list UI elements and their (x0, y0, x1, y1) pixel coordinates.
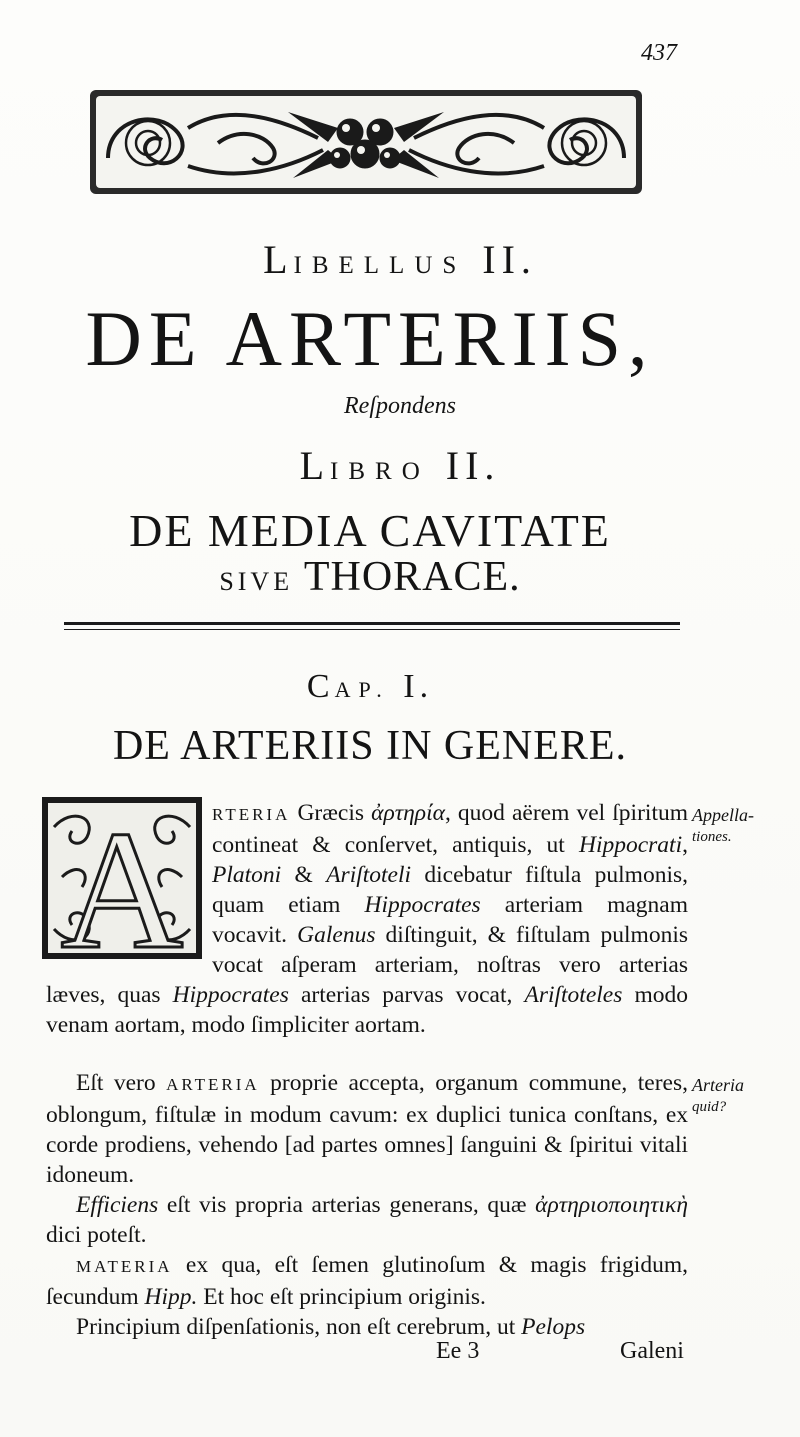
p1-text-i: modo venam aortam, modo ſimpliciter aortam. (46, 982, 688, 1038)
ornamental-headpiece (88, 88, 644, 196)
p1-text-b: , quod aërem vel ſpiritum contineat & conſervet, antiquis, ut (212, 800, 688, 858)
p1-aristoteles: Ariſtoteles (524, 982, 623, 1008)
libro-rest: IBRO (330, 458, 430, 485)
signature-mark: Ee 3 (436, 1338, 480, 1364)
p2-arteria: ARTERIA (166, 1075, 260, 1094)
marg-1-line-2: tiones. (692, 829, 732, 845)
paragraph-4 (46, 1250, 688, 1312)
p4-text-b: Et hoc eſt principium originis. (197, 1284, 486, 1310)
p1-text-d: & (281, 862, 327, 888)
initial-letter: A (60, 797, 184, 959)
respondens-line: Reſpondens (344, 393, 456, 419)
libellus-initial: L (263, 237, 294, 282)
cap-initial: C (306, 668, 335, 705)
chapter-title: DE ARTERIIS IN GENERE. (112, 723, 628, 769)
subtitle-sive: SIVE (219, 567, 294, 596)
p1-text-g: diſtinguit, & fiſtulam pulmonis vocat aſperam arteriam, noſtras vero arterias læves, quas (46, 922, 689, 1008)
libro-heading (0, 442, 800, 489)
marginal-note-appellationes (692, 804, 800, 848)
paragraph-group (46, 1068, 688, 1342)
subtitle-line-1: DE MEDIA CAVITATE (129, 505, 611, 556)
marg-2-line-1: Arteria (692, 1075, 744, 1095)
p4-hipp: Hipp. (144, 1284, 198, 1310)
libellus-number: II. (466, 237, 537, 282)
page-number: 437 (641, 40, 677, 66)
p1-aristoteli: Ariſtoteli (326, 862, 412, 888)
p4-materia: MATERIA (76, 1257, 173, 1276)
cap-rest: AP. (334, 677, 390, 702)
p1-text-h: arterias parvas vocat, (288, 982, 525, 1008)
p5-text-a: Principium diſpenſationis, non eſt cerebrum, ut (76, 1314, 522, 1340)
marg-2-line-2: quid? (692, 1099, 727, 1115)
p1-text-c: , (682, 832, 688, 858)
p1-hippocrates: Hippocrates (364, 892, 481, 918)
p1-platoni: Platoni (212, 862, 282, 888)
p1-greek: ἀρτηρία (371, 800, 445, 826)
libro-number: II. (429, 443, 501, 488)
p1-text-f: arteriam magnam vocavit. (212, 892, 688, 948)
subtitle-line-2 (40, 553, 700, 601)
chapter-number (30, 668, 710, 706)
p3-text-a: eſt vis propria arterias generans, quæ (158, 1192, 536, 1218)
paragraph-1 (46, 798, 688, 1040)
cap-number: I. (389, 668, 434, 705)
p2-text-a: Eſt vero (76, 1070, 167, 1096)
p3-text-b: dici poteſt. (46, 1222, 147, 1248)
paragraph-2 (46, 1068, 688, 1190)
subtitle-thorace: THORACE. (293, 554, 521, 600)
p1-galenus: Galenus (297, 922, 376, 948)
libellus-heading (0, 236, 800, 283)
main-title: DE ARTERIIS, (85, 295, 655, 382)
p1-text-a: Græcis (290, 800, 372, 826)
paragraph-3 (46, 1190, 688, 1250)
double-rule-divider (64, 622, 680, 630)
p1-hippocrati: Hippocrati (578, 832, 683, 858)
p2-text-b: proprie accepta, organum commune, teres, oblongum, fiſtulæ in modum cavum: ex duplici tunica conſtans, ex corde prodiens, vehendo [ad partes omnes] ſanguini & ſpiritui vitali idoneum. (46, 1070, 688, 1188)
p3-efficiens: Efficiens (76, 1192, 159, 1218)
p5-pelops: Pelops (521, 1314, 586, 1340)
p1-hippocrates-2: Hippocrates (172, 982, 289, 1008)
p1-text-e: dicebatur fiſtula pulmonis, quam etiam (212, 862, 689, 918)
p1-word-rest: RTERIA (212, 805, 291, 824)
p3-greek: ἀρτηριοποιητικὴ (535, 1192, 688, 1218)
libellus-rest: IBELLUS (293, 252, 467, 279)
marg-1-line-1: Appella- (692, 805, 754, 825)
libro-initial: L (299, 443, 331, 488)
marginal-note-arteria-quid (692, 1074, 800, 1118)
p4-text-a: ex qua, eſt ſemen glutinoſum & magis frigidum, ſecundum (46, 1252, 688, 1310)
catchword: Galeni (620, 1338, 684, 1364)
paragraph-5 (46, 1312, 688, 1342)
